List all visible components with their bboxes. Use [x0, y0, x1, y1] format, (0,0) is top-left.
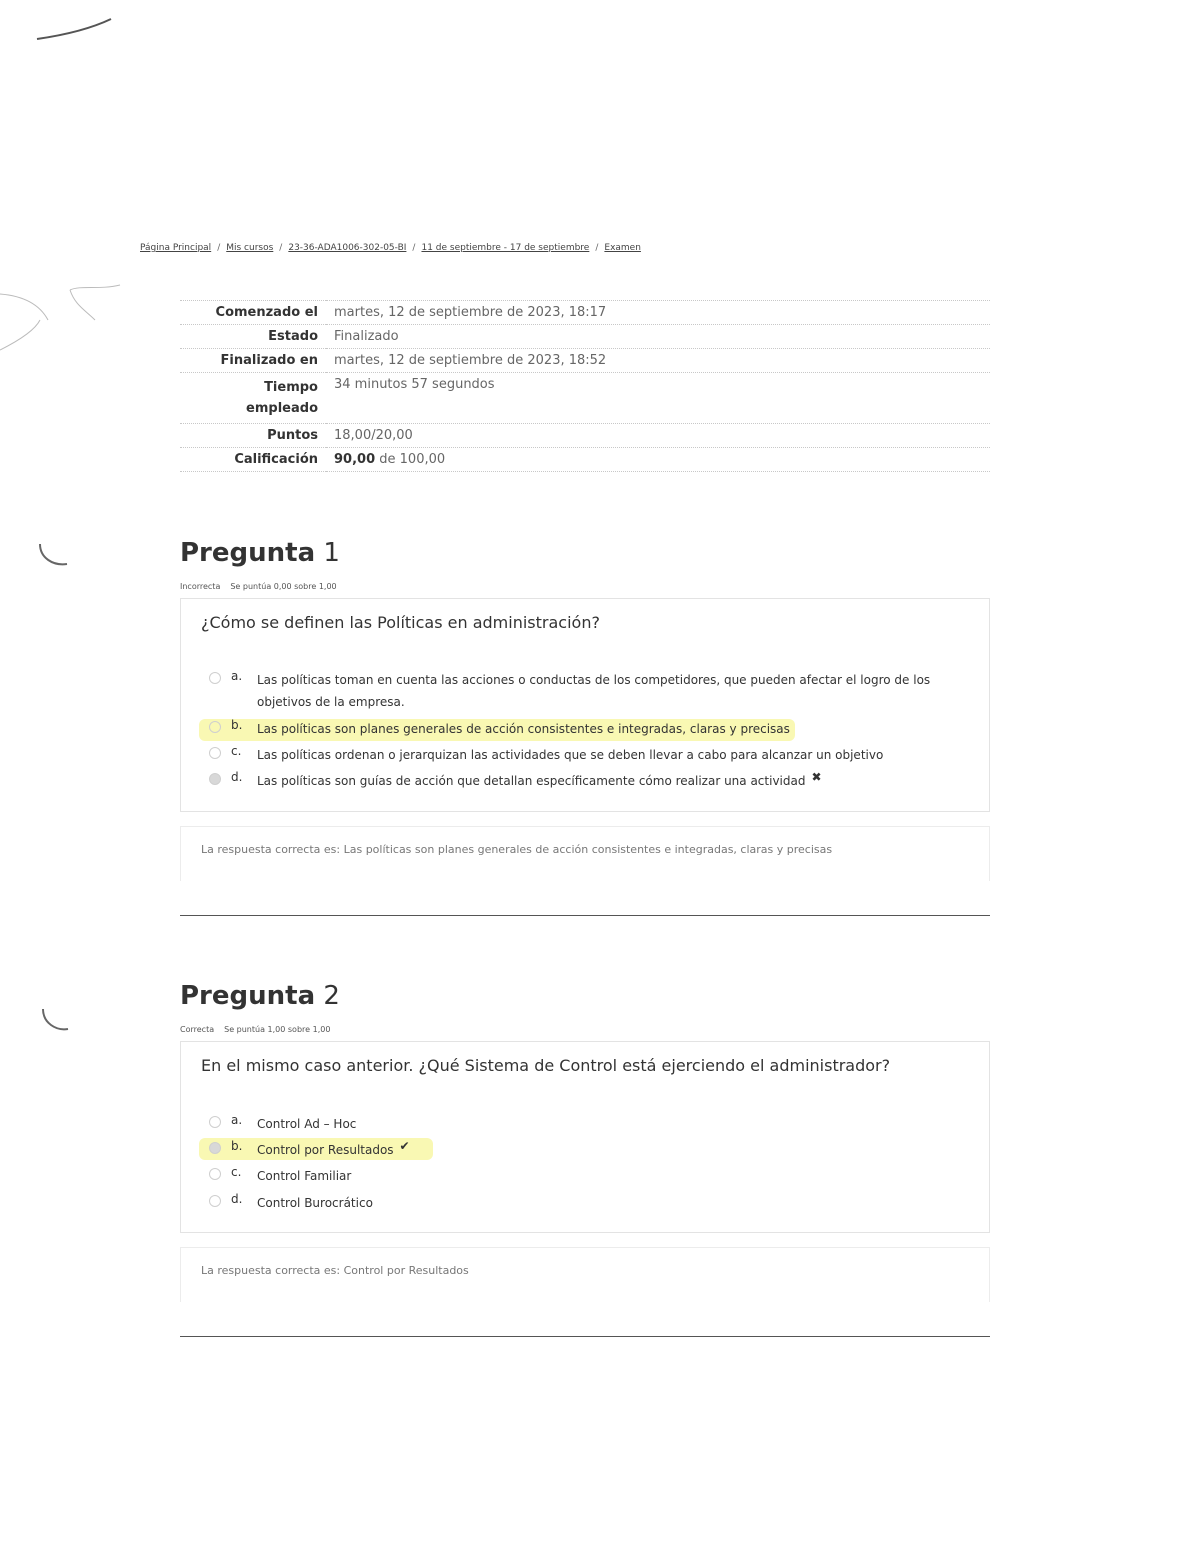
question-2-title	[180, 981, 340, 1011]
question-text: En el mismo caso anterior. ¿Qué Sistema de Control está ejerciendo el administrador?	[201, 1056, 891, 1075]
breadcrumb-home[interactable]: Página Principal	[140, 243, 212, 253]
summary-value: martes, 12 de septiembre de 2023, 18:17	[334, 305, 607, 320]
radio-button[interactable]	[209, 1116, 221, 1128]
summary-row-grade	[180, 448, 990, 472]
answer-option-b[interactable]	[201, 718, 790, 740]
question-2-info	[180, 1025, 330, 1034]
summary-label: Finalizado en	[220, 353, 318, 368]
right-answer-text: La respuesta correcta es: Las políticas son planes generales de acción consistentes e integradas, claras y precisas	[201, 843, 833, 856]
answer-option-c[interactable]	[201, 1165, 351, 1187]
breadcrumb-separator: /	[217, 243, 221, 253]
option-letter: c.	[231, 1165, 242, 1179]
question-status: Correcta	[180, 1025, 215, 1034]
question-score: Se puntúa 0,00 sobre 1,00	[230, 582, 337, 591]
question-2-box	[180, 1041, 990, 1233]
answer-option-a[interactable]	[201, 1113, 356, 1135]
option-text: Las políticas son planes generales de acción consistentes e integradas, claras y precisas	[257, 722, 790, 736]
breadcrumb-separator: /	[412, 243, 416, 253]
radio-button[interactable]	[209, 747, 221, 759]
option-letter: a.	[231, 669, 243, 683]
summary-value: martes, 12 de septiembre de 2023, 18:52	[334, 353, 607, 368]
option-text: Control Ad – Hoc	[257, 1117, 357, 1131]
breadcrumb-week[interactable]: 11 de septiembre - 17 de septiembre	[421, 243, 590, 253]
scan-curve-mark	[0, 280, 140, 370]
answer-option-a[interactable]	[201, 669, 947, 713]
radio-button-selected[interactable]	[209, 773, 221, 785]
scan-pen-stroke	[35, 15, 115, 45]
question-2-feedback	[180, 1247, 990, 1302]
option-text: Las políticas toman en cuenta las acciones o conductas de los competidores, que pueden afectar el logro de los objetivos de la empresa.	[257, 673, 931, 709]
summary-label: Calificación	[234, 452, 318, 467]
question-divider	[180, 915, 990, 916]
question-title-word: Pregunta	[180, 538, 316, 568]
option-letter: d.	[231, 770, 243, 784]
summary-value: Finalizado	[334, 329, 399, 344]
question-number: 2	[323, 981, 340, 1011]
option-letter: a.	[231, 1113, 243, 1127]
summary-value: 18,00/20,00	[334, 428, 413, 443]
question-1-info	[180, 582, 337, 591]
radio-button[interactable]	[209, 1195, 221, 1207]
answer-option-b[interactable]	[201, 1139, 410, 1161]
breadcrumb-my-courses[interactable]: Mis cursos	[226, 243, 274, 253]
question-title-word: Pregunta	[180, 981, 316, 1011]
question-score: Se puntúa 1,00 sobre 1,00	[224, 1025, 331, 1034]
question-1-box	[180, 598, 990, 812]
radio-button[interactable]	[209, 1168, 221, 1180]
scan-hole-mark-1	[35, 540, 75, 570]
option-text: Control Burocrático	[257, 1196, 373, 1210]
summary-row-points	[180, 424, 990, 448]
incorrect-icon: ✖	[811, 770, 822, 784]
question-1-feedback	[180, 826, 990, 881]
option-text: Control por Resultados	[257, 1143, 394, 1157]
question-divider	[180, 1336, 990, 1337]
question-number: 1	[323, 538, 340, 568]
breadcrumb-separator: /	[595, 243, 599, 253]
breadcrumb	[140, 243, 641, 253]
right-answer-text: La respuesta correcta es: Control por Resultados	[201, 1264, 469, 1277]
breadcrumb-course[interactable]: 23-36-ADA1006-302-05-BI	[288, 243, 407, 253]
summary-row-finished	[180, 349, 990, 373]
question-status: Incorrecta	[180, 582, 221, 591]
summary-label: Estado	[268, 329, 318, 344]
option-letter: d.	[231, 1192, 243, 1206]
answer-option-d[interactable]	[201, 770, 822, 792]
radio-button[interactable]	[209, 721, 221, 733]
summary-value	[326, 448, 990, 472]
answer-option-d[interactable]	[201, 1192, 373, 1214]
radio-button[interactable]	[209, 672, 221, 684]
summary-label: Tiempo empleado	[246, 380, 318, 416]
correct-check-icon: ✔	[399, 1139, 410, 1153]
summary-row-started	[180, 301, 990, 325]
question-1-title	[180, 538, 340, 568]
option-letter: b.	[231, 718, 243, 732]
summary-label: Comenzado el	[215, 305, 318, 320]
scan-hole-mark-2	[38, 1005, 78, 1035]
option-letter: b.	[231, 1139, 243, 1153]
question-text: ¿Cómo se definen las Políticas en administración?	[201, 613, 600, 632]
answer-option-c[interactable]	[201, 744, 883, 766]
summary-row-time	[180, 373, 990, 424]
summary-label: Puntos	[267, 428, 318, 443]
grade-max: de 100,00	[379, 452, 446, 467]
radio-button-selected[interactable]	[209, 1142, 221, 1154]
summary-row-state	[180, 325, 990, 349]
option-letter: c.	[231, 744, 242, 758]
summary-value: 34 minutos 57 segundos	[334, 377, 495, 392]
option-text: Las políticas son guías de acción que detallan específicamente cómo realizar una actividad	[257, 774, 806, 788]
breadcrumb-separator: /	[279, 243, 283, 253]
option-text: Las políticas ordenan o jerarquizan las actividades que se deben llevar a cabo para alcanzar un objetivo	[257, 748, 884, 762]
breadcrumb-exam[interactable]: Examen	[604, 243, 641, 253]
option-text: Control Familiar	[257, 1169, 352, 1183]
grade-value: 90,00	[334, 452, 376, 467]
attempt-summary-table	[180, 300, 990, 472]
